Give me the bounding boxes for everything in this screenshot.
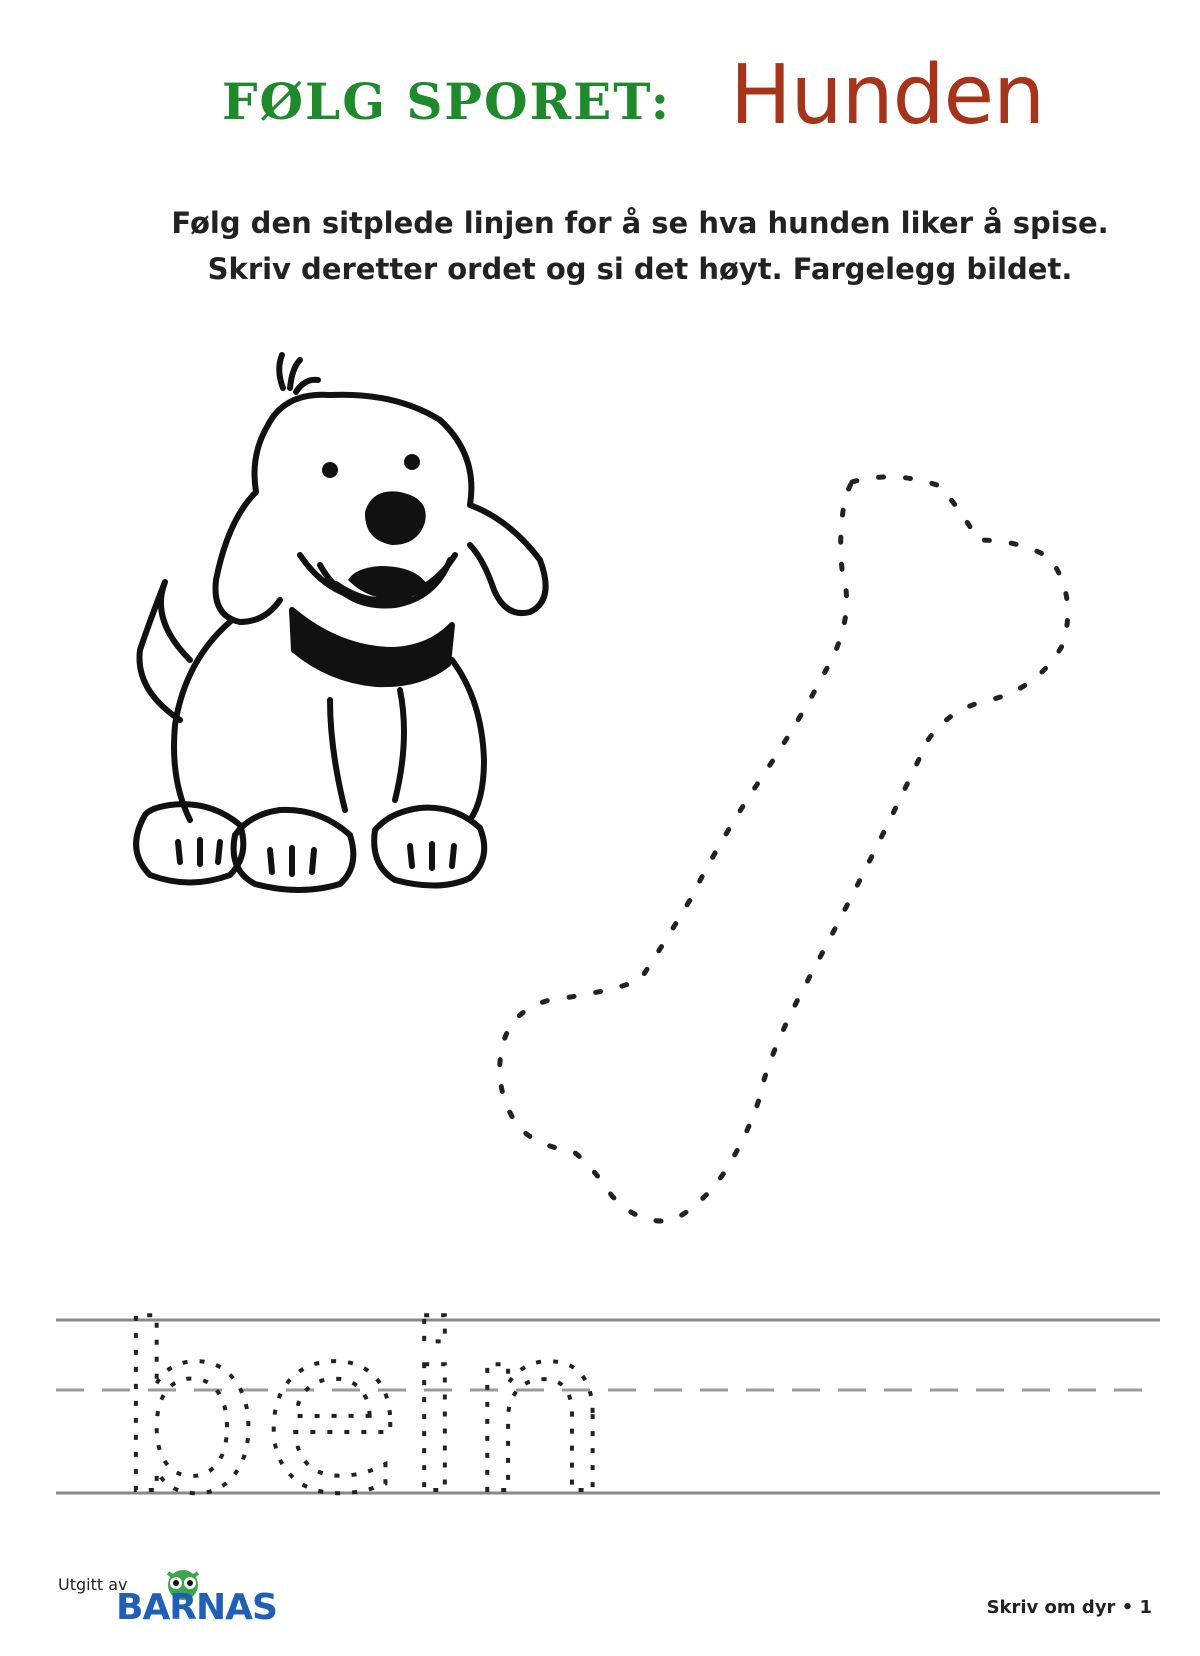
logo-text: BARNAS <box>116 1587 277 1628</box>
publisher-prefix: Utgitt av <box>58 1575 128 1594</box>
instruction-line-2: Skriv deretter ordet og si det høyt. Fargelegg bildet. <box>207 252 1073 286</box>
title-prefix: FØLG SPORET: <box>222 72 672 131</box>
publisher-logo <box>58 1565 278 1635</box>
trace-word: bein <box>115 1278 613 1545</box>
page-footer: Skriv om dyr • 1 <box>986 1597 1152 1618</box>
publisher-logo-text <box>116 1587 277 1628</box>
instruction-line-1: Følg den sitplede linjen for å se hva hunden liker å spise. <box>171 206 1109 240</box>
page-title: Hunden <box>730 48 1045 143</box>
